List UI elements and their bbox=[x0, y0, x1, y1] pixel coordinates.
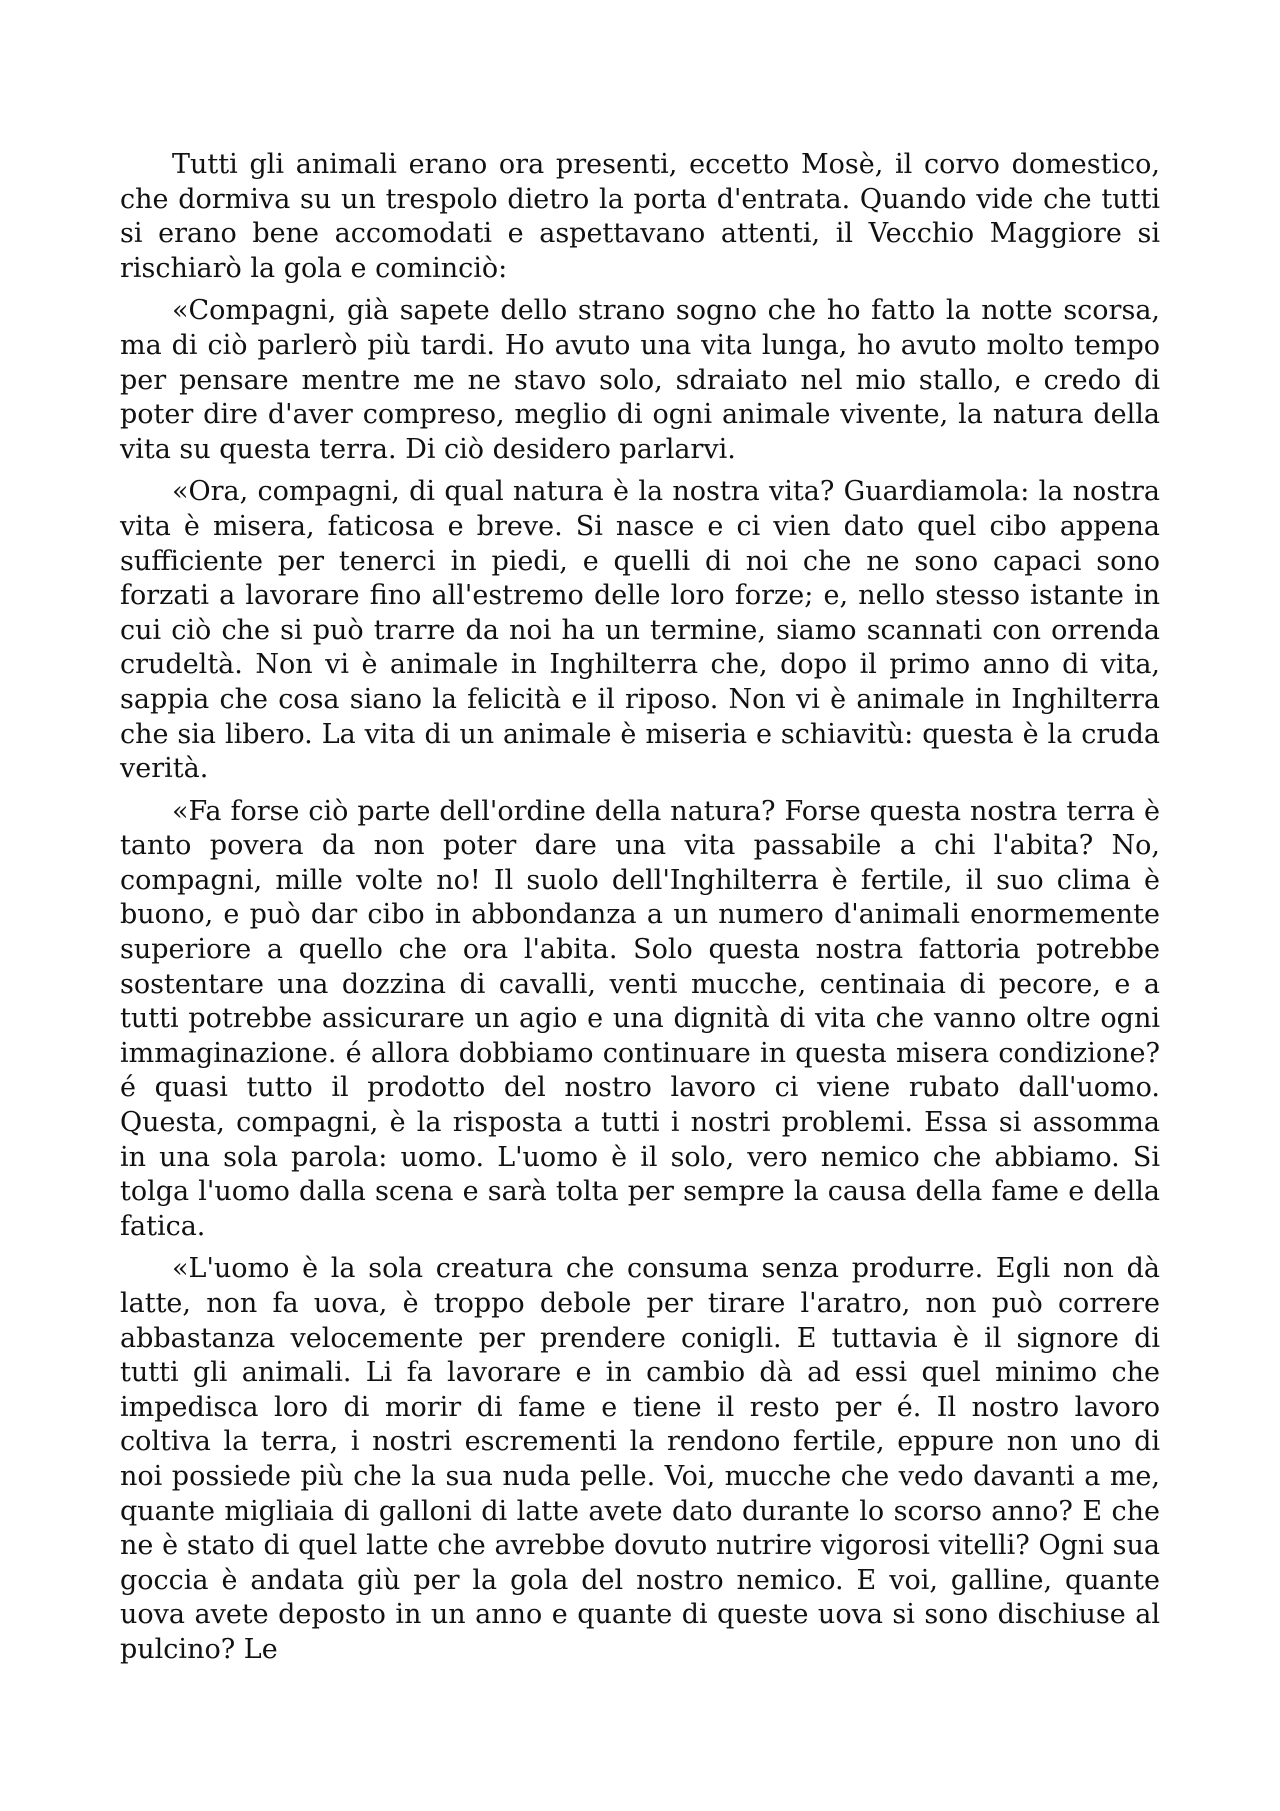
paragraph-1: Tutti gli animali erano ora presenti, eccetto Mosè, il corvo domestico, che dormiva su un trespolo dietro la porta d'entrata. Quando vide che tutti si erano bene accomodati e aspettavano attenti, il Vecchio Maggiore si rischiarò la gola e cominciò: bbox=[120, 149, 1160, 284]
paragraph-4: «Fa forse ciò parte dell'ordine della natura? Forse questa nostra terra è tanto povera da non poter dare una vita passabile a chi l'abita? No, compagni, mille volte no! Il suolo dell'Inghilterra è fertile, il suo clima è buono, e può dar cibo in abbondanza a un numero d'animali enormemente superiore a quello che ora l'abita. Solo questa nostra fattoria potrebbe sostentare una dozzina di cavalli, venti mucche, centinaia di pecore, e a tutti potrebbe assicurare un agio e una dignità di vita che vanno oltre ogni immaginazione. é allora dobbiamo continuare in questa misera condizione? é quasi tutto il prodotto del nostro lavoro ci viene rubato dall'uomo. Questa, compagni, è la risposta a tutti i nostri problemi. Essa si assomma in una sola parola: uomo. L'uomo è il solo, vero nemico che abbiamo. Si tolga l'uomo dalla scena e sarà tolta per sempre la causa della fame e della fatica. bbox=[120, 795, 1160, 1242]
document-page bbox=[120, 148, 1160, 1676]
paragraph-5: «L'uomo è la sola creatura che consuma senza produrre. Egli non dà latte, non fa uova, è troppo debole per tirare l'aratro, non può correre abbastanza velocemente per prendere conigli. E tuttavia è il signore di tutti gli animali. Li fa lavorare e in cambio dà ad essi quel minimo che impedisca loro di morir di fame e tiene il resto per é. Il nostro lavoro coltiva la terra, i nostri escrementi la rendono fertile, eppure non uno di noi possiede più che la sua nuda pelle. Voi, mucche che vedo davanti a me, quante migliaia di galloni di latte avete dato durante lo scorso anno? E che ne è stato di quel latte che avrebbe dovuto nutrire vigorosi vitelli? Ogni sua goccia è andata giù per la gola del nostro nemico. E voi, galline, quante uova avete deposto in un anno e quante di queste uova si sono dischiuse al pulcino? Le bbox=[120, 1253, 1160, 1665]
paragraph-3: «Ora, compagni, di qual natura è la nostra vita? Guardiamola: la nostra vita è misera, faticosa e breve. Si nasce e ci vien dato quel cibo appena sufficiente per tenerci in piedi, e quelli di noi che ne sono capaci sono forzati a lavorare fino all'estremo delle loro forze; e, nello stesso istante in cui ciò che si può trarre da noi ha un termine, siamo scannati con orrenda crudeltà. Non vi è animale in Inghilterra che, dopo il primo anno di vita, sappia che cosa siano la felicità e il riposo. Non vi è animale in Inghilterra che sia libero. La vita di un animale è miseria e schiavitù: questa è la cruda verità. bbox=[120, 476, 1160, 785]
paragraph-2: «Compagni, già sapete dello strano sogno che ho fatto la notte scorsa, ma di ciò parlerò più tardi. Ho avuto una vita lunga, ho avuto molto tempo per pensare mentre me ne stavo solo, sdraiato nel mio stallo, e credo di poter dire d'aver compreso, meglio di ogni animale vivente, la natura della vita su questa terra. Di ciò desidero parlarvi. bbox=[120, 295, 1160, 465]
